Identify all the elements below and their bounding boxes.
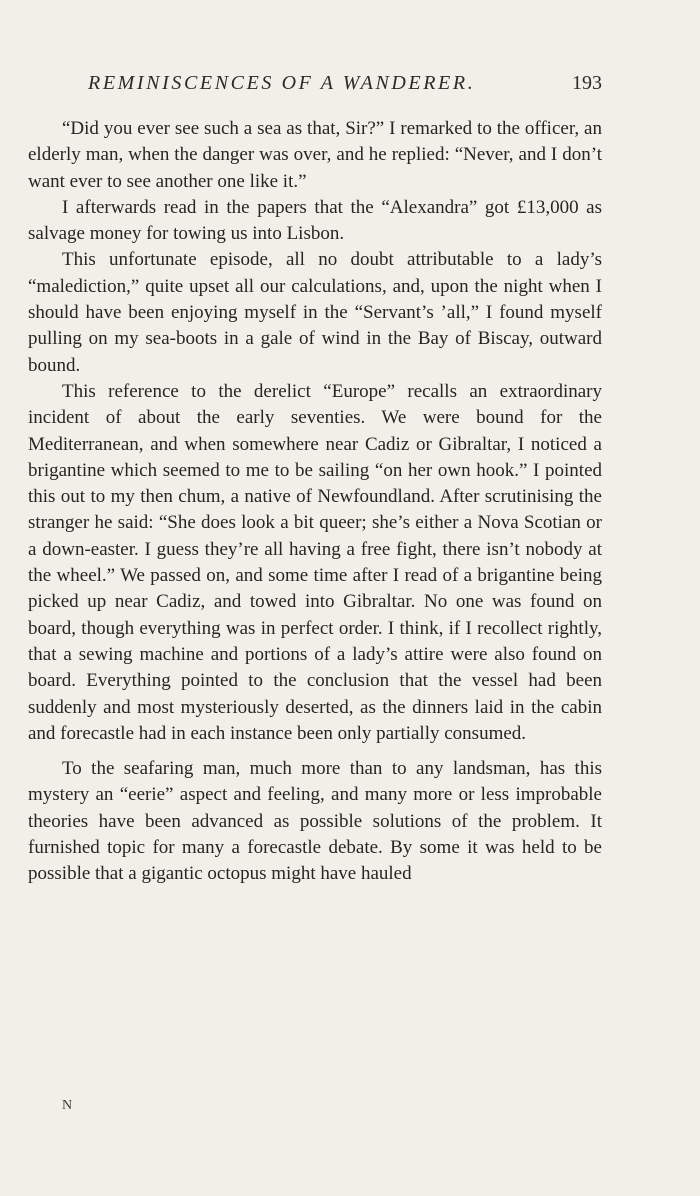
running-head: REMINISCENCES OF A WANDERER. [88, 72, 476, 94]
paragraph-3: This unfortunate episode, all no doubt attributable to a lady’s “malediction,” quite upset all our calculations, and, upon the night when I should have been enjoying myself in the “Servant’s ’all,” I found myself pulling on my sea-boots in a gale of wind in the Bay of Biscay, outward bound. [28, 249, 602, 376]
paragraph-5: To the seafaring man, much more than to any landsman, has this mystery an “eerie” aspect and feeling, and many more or less improbable theories have been advanced as possible solutions of the problem. It furnished topic for many a forecastle debate. By some it was held to be possible that a gigantic octopus might have hauled [28, 758, 602, 885]
page-number: 193 [572, 72, 602, 94]
page-header [88, 72, 602, 102]
signature-mark: N [62, 1098, 74, 1113]
paragraph-2: I afterwards read in the papers that the “Alexandra” got £13,000 as salvage money for towing us into Lisbon. [28, 196, 602, 245]
body-text [28, 116, 602, 888]
paragraph-4: This reference to the derelict “Europe” recalls an extraordinary incident of about the early seventies. We were bound for the Mediterranean, and when somewhere near Cadiz or Gibraltar, I noticed a brigantine which seemed to me to be sailing “on her own hook.” I pointed this out to my then chum, a native of Newfoundland. After scrutinising the stranger he said: “She does look a bit queer; she’s either a Nova Scotian or a down-easter. I guess they’re all having a free fight, there isn’t nobody at the wheel.” We passed on, and some time after I read of a brigantine being picked up near Cadiz, and towed into Gibraltar. No one was found on board, though everything was in perfect order. I think, if I recollect rightly, that a sewing machine and portions of a lady’s attire were also found on board. Everything pointed to the conclusion that the vessel had been suddenly and most mysteriously deserted, as the dinners laid in the cabin and forecastle had in each instance been only partially consumed. [28, 380, 602, 744]
paragraph-1: “Did you ever see such a sea as that, Sir?” I remarked to the officer, an elderly man, when the danger was over, and he replied: “Never, and I don’t want ever to see another one like it.” [28, 118, 602, 192]
